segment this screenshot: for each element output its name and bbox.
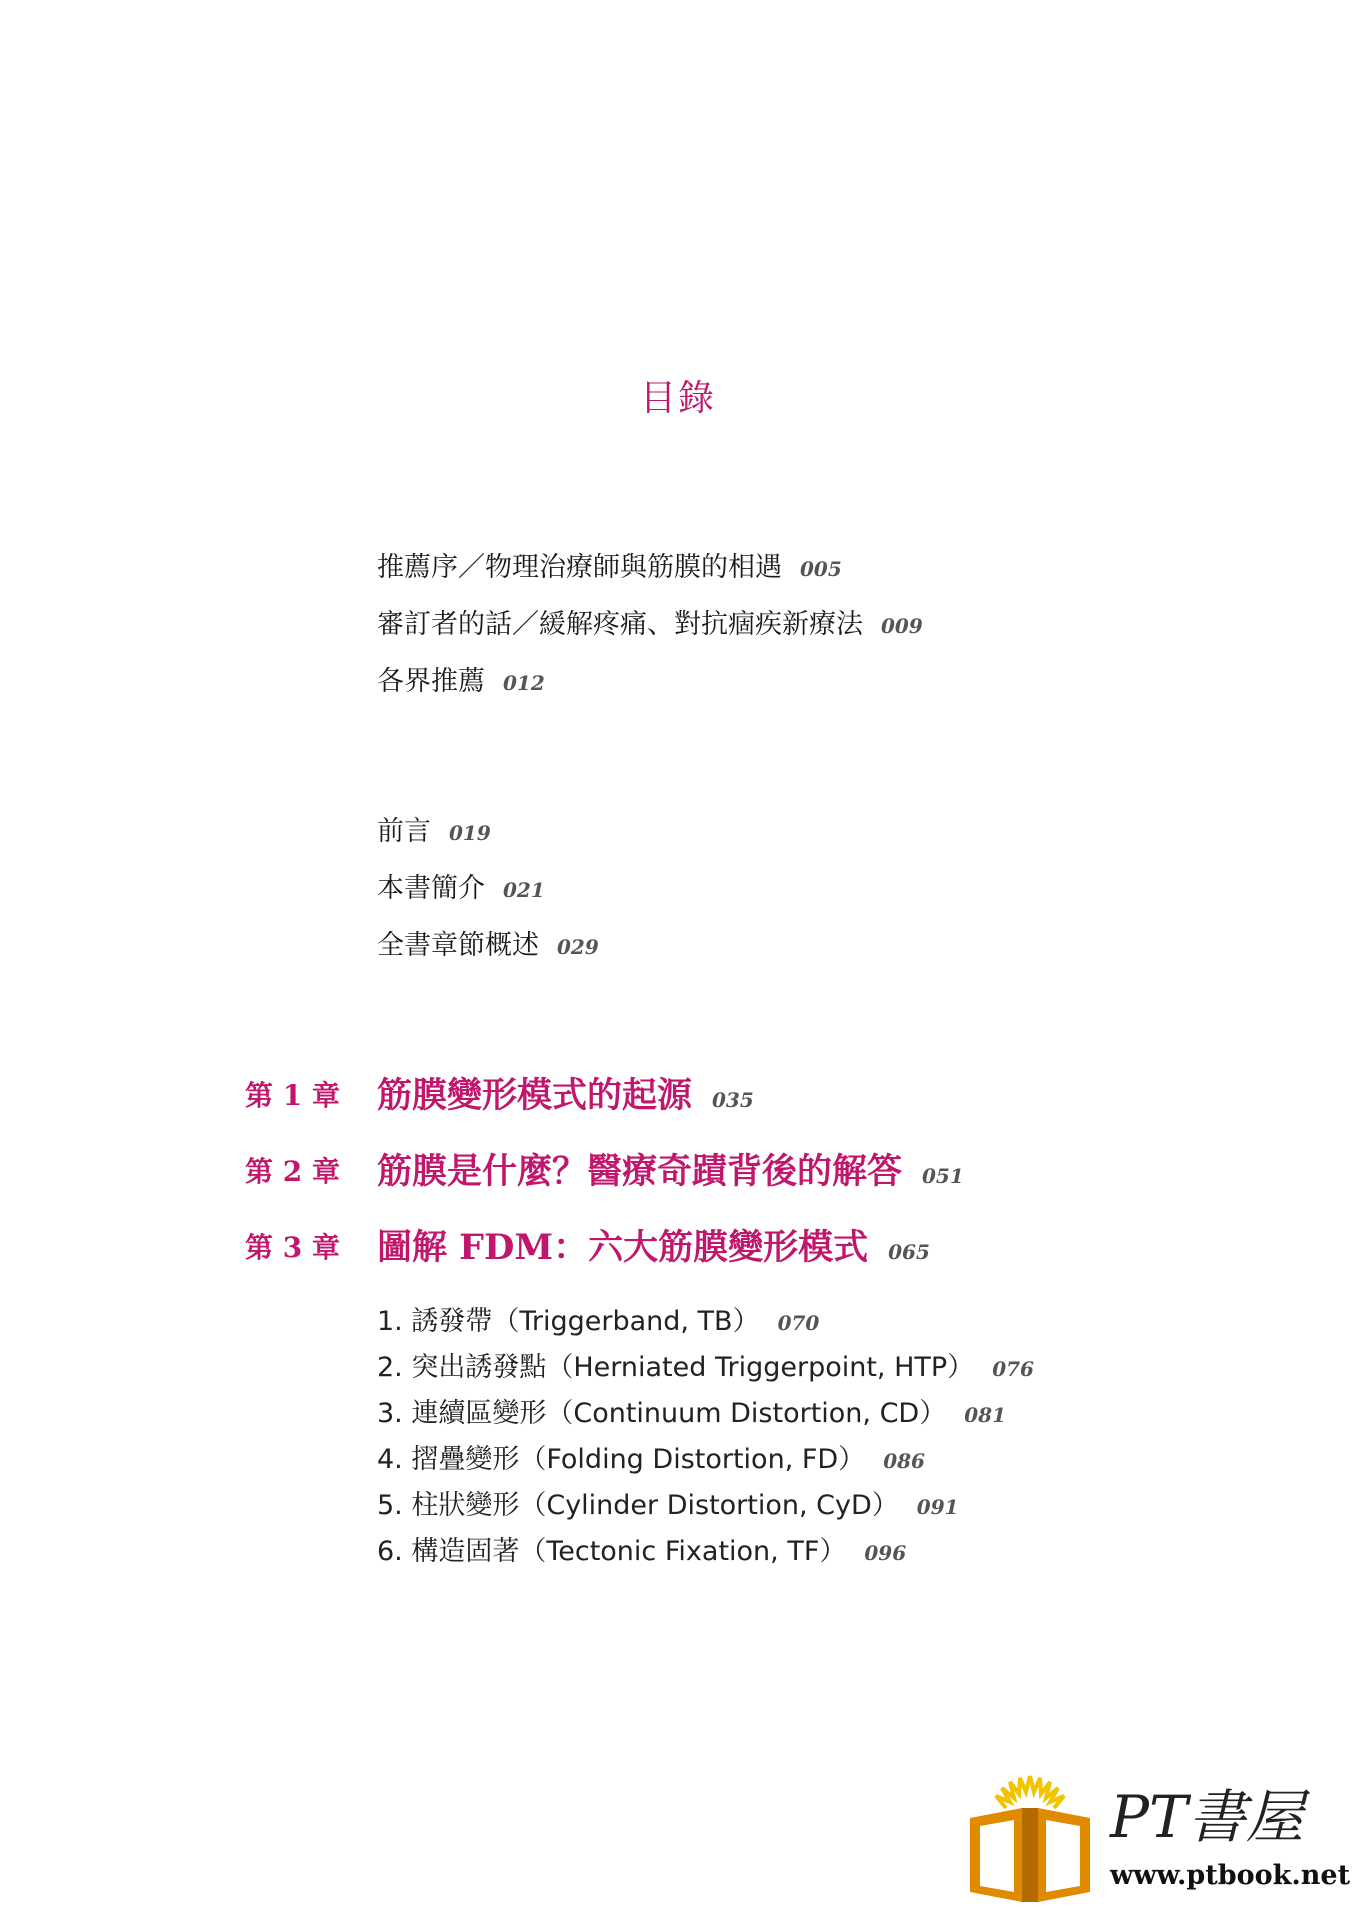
toc-entry-page: 019: [449, 821, 491, 845]
chapter-page: 051: [922, 1164, 964, 1188]
toc-entry-label: 各界推薦: [377, 666, 485, 697]
section-page: 081: [964, 1403, 1006, 1427]
section-label: 5. 柱狀變形（Cylinder Distortion, CyD）: [377, 1490, 899, 1521]
chapter-page: 035: [712, 1088, 754, 1112]
page-title: 目錄: [639, 378, 716, 419]
watermark-brand: PT書屋: [1110, 1783, 1304, 1851]
section-label: 3. 連續區變形（Continuum Distortion, CD）: [377, 1398, 947, 1429]
toc-entry-reviewer-note[interactable]: [377, 605, 923, 646]
section-page: 091: [916, 1495, 959, 1519]
toc-entry-label: 全書章節概述: [377, 930, 539, 961]
toc-entry-book-intro[interactable]: [377, 869, 545, 910]
chapter-number: 第 3 章: [245, 1231, 340, 1264]
section-entry-3[interactable]: [377, 1394, 1006, 1435]
toc-entry-recommendations[interactable]: [377, 662, 545, 703]
chapter-number: 第 1 章: [245, 1079, 340, 1112]
toc-entry-page: 009: [881, 614, 923, 638]
chapter-title: 筋膜是什麼？醫療奇蹟背後的解答: [377, 1151, 903, 1192]
section-entry-5[interactable]: [377, 1486, 959, 1527]
section-entry-1[interactable]: [377, 1302, 819, 1343]
section-label: 6. 構造固著（Tectonic Fixation, TF）: [377, 1536, 847, 1567]
chapter-page: 065: [888, 1240, 930, 1264]
section-entry-6[interactable]: [377, 1532, 906, 1573]
section-page: 086: [883, 1449, 925, 1473]
chapter-number: 第 2 章: [245, 1155, 340, 1188]
section-entry-4[interactable]: [377, 1440, 925, 1481]
toc-entry-label: 審訂者的話／緩解疼痛、對抗痼疾新療法: [377, 609, 863, 640]
toc-entry-preface[interactable]: [377, 548, 842, 589]
toc-entry-label: 推薦序／物理治療師與筋膜的相遇: [377, 552, 782, 583]
toc-entry-label: 前言: [377, 816, 431, 847]
toc-entry-foreword[interactable]: [377, 812, 491, 853]
section-entry-2[interactable]: [377, 1348, 1034, 1389]
chapter-title: 圖解 FDM：六大筋膜變形模式: [377, 1227, 869, 1268]
book-icon: [960, 1770, 1100, 1910]
toc-entry-page: 012: [503, 671, 545, 695]
toc-entry-label: 本書簡介: [377, 873, 485, 904]
watermark-url: www.ptbook.net: [1110, 1860, 1351, 1891]
section-page: 070: [777, 1311, 820, 1335]
section-label: 4. 摺疊變形（Folding Distortion, FD）: [377, 1444, 866, 1475]
toc-entry-page: 021: [503, 878, 545, 902]
section-page: 076: [992, 1357, 1034, 1381]
toc-entry-page: 029: [557, 935, 599, 959]
section-label: 2. 突出誘發點（Herniated Triggerpoint, HTP）: [377, 1352, 975, 1383]
chapter-title: 筋膜變形模式的起源: [377, 1075, 693, 1116]
toc-entry-page: 005: [800, 557, 842, 581]
toc-entry-overview[interactable]: [377, 926, 599, 967]
section-page: 096: [864, 1541, 907, 1565]
watermark-logo: [960, 1770, 1350, 1910]
section-label: 1. 誘發帶（Triggerband, TB）: [377, 1306, 760, 1337]
